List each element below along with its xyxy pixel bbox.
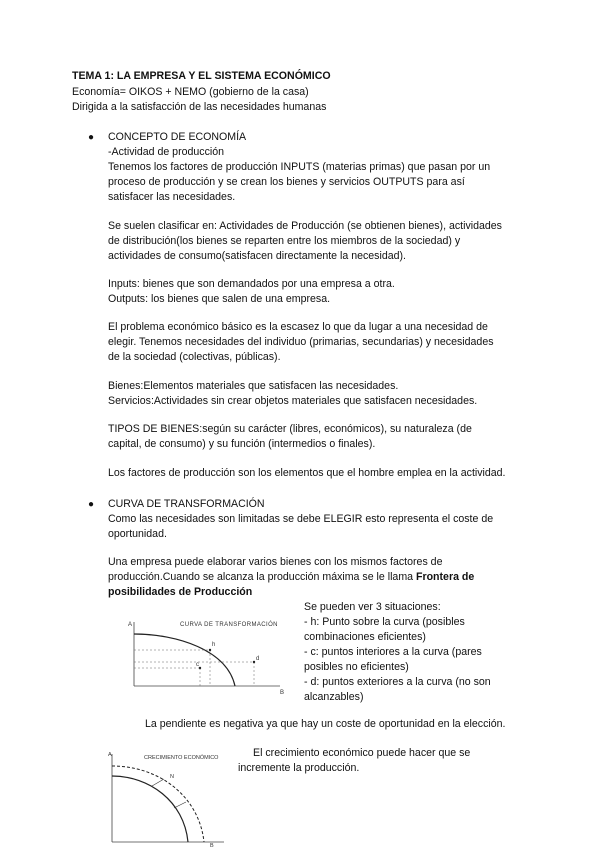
text-line: TIPOS DE BIENES:según su carácter (libres, económicos), su naturaleza (de: [108, 423, 472, 435]
growth-arrow: [174, 802, 186, 808]
bullet-icon: ●: [88, 132, 95, 143]
point-d-marker: [253, 661, 255, 663]
text-normal: producción.Cuando se alcanza la producción máxima se le llama: [108, 571, 416, 583]
text-bold: Frontera de: [415, 571, 475, 583]
text-line: Bienes:Elementos materiales que satisfacen las necesidades.: [108, 380, 399, 392]
paragraph-types-of-goods: [108, 422, 472, 452]
economy-definition: Economía= OIKOS + NEMO (gobierno de la casa): [72, 86, 309, 98]
section-heading-economy: CONCEPTO DE ECONOMÍA: [108, 131, 247, 143]
text-line: Servicios:Actividades sin crear objetos materiales que satisfacen necesidades.: [108, 395, 478, 407]
axis-label-x: B: [280, 690, 285, 696]
text-line: -Actividad de producción: [108, 146, 225, 158]
paragraph-choose: [108, 512, 493, 542]
point-label: N: [170, 774, 174, 780]
text-line: Una empresa puede elaborar varios bienes con los mismos factores de: [108, 556, 443, 568]
text-line: satisfacer las necesidades.: [108, 191, 236, 203]
text-line: Como las necesidades son limitadas se debe ELEGIR esto representa el coste de: [108, 513, 494, 525]
document-title: TEMA 1: LA EMPRESA Y EL SISTEMA ECONÓMICO: [72, 70, 331, 82]
growth-note: [238, 746, 470, 776]
text-line: de distribución(los bienes se reparten entre los miembros de la sociedad) y: [108, 235, 461, 247]
paragraph-production-factors: [108, 466, 506, 481]
text-line: Se suelen clasificar en: Actividades de Producción (se obtienen bienes), actividades: [108, 220, 502, 232]
figure-title: CURVA DE TRANSFORMACIÓN: [180, 622, 278, 628]
text-line: proceso de producción y se crean los bienes y servicios OUTPUTS para así: [108, 176, 465, 188]
bullet-icon: ●: [88, 499, 95, 510]
paragraph-inputs-outputs: [108, 277, 395, 307]
point-h-label: h: [212, 642, 216, 648]
text-line: Tenemos los factores de producción INPUTS (materias primas) que pasan por un: [108, 161, 491, 173]
text-line: alcanzables): [304, 691, 364, 703]
figure-title: CRECIMIENTO ECONÓMICO: [144, 755, 219, 761]
growth-arrow: [152, 779, 164, 786]
text-line: posibilidades de Producción: [108, 586, 253, 598]
axis-label-x: B: [210, 843, 214, 848]
text-line: oportunidad.: [108, 528, 167, 540]
text-line: Se pueden ver 3 situaciones:: [304, 601, 441, 613]
text-line: [108, 570, 474, 585]
text-line: capital, de consumo) y su función (intermedios o finales).: [108, 438, 376, 450]
text-line: Inputs: bienes que son demandados por una empresa a otra.: [108, 278, 395, 290]
economic-growth-figure: [104, 746, 234, 848]
text-line: de la sociedad (colectivas, públicas).: [108, 351, 281, 363]
point-h-marker: [209, 649, 211, 651]
axis-label-y: A: [108, 752, 112, 758]
slope-note: La pendiente es negativa ya que hay un coste de oportunidad en la elección.: [145, 718, 506, 730]
text-line: combinaciones eficientes): [304, 631, 426, 643]
text-line: El crecimiento económico puede hacer que se: [253, 747, 471, 759]
paragraph-production: [108, 145, 490, 205]
paragraph-goods-services: [108, 379, 477, 409]
text-line: posibles no eficientes): [304, 661, 409, 673]
frontier-curve: [134, 634, 235, 686]
text-line: - c: puntos interiores a la curva (pares: [304, 646, 482, 658]
point-c-label: c: [196, 662, 199, 668]
transformation-curve-figure: [122, 612, 298, 696]
text-line: El problema económico básico es la escasez lo que da lugar a una necesidad de: [108, 321, 488, 333]
text-line: Los factores de producción son los elementos que el hombre emplea en la actividad.: [108, 467, 506, 479]
point-c-marker: [199, 667, 201, 669]
text-line: actividades de consumo(satisfacen directamente la necesidad).: [108, 250, 406, 262]
economy-purpose: Dirigida a la satisfacción de las necesidades humanas: [72, 101, 327, 113]
frontier-curve-inner: [112, 776, 188, 842]
axis-label-y: A: [128, 622, 133, 628]
text-line: - h: Punto sobre la curva (posibles: [304, 616, 465, 628]
situations-list: [304, 600, 491, 705]
text-line: incremente la producción.: [238, 762, 360, 774]
point-d-label: d: [256, 656, 260, 662]
section-heading-transformation: CURVA DE TRANSFORMACIÓN: [108, 498, 265, 510]
paragraph-economic-problem: [108, 320, 494, 365]
paragraph-classification: [108, 219, 502, 264]
text-line: elegir. Tenemos necesidades del individuo (primarias, secundarias) y necesidades: [108, 336, 494, 348]
text-line: - d: puntos exteriores a la curva (no son: [304, 676, 491, 688]
paragraph-frontier: [108, 555, 474, 600]
text-line: Outputs: los bienes que salen de una empresa.: [108, 293, 331, 305]
